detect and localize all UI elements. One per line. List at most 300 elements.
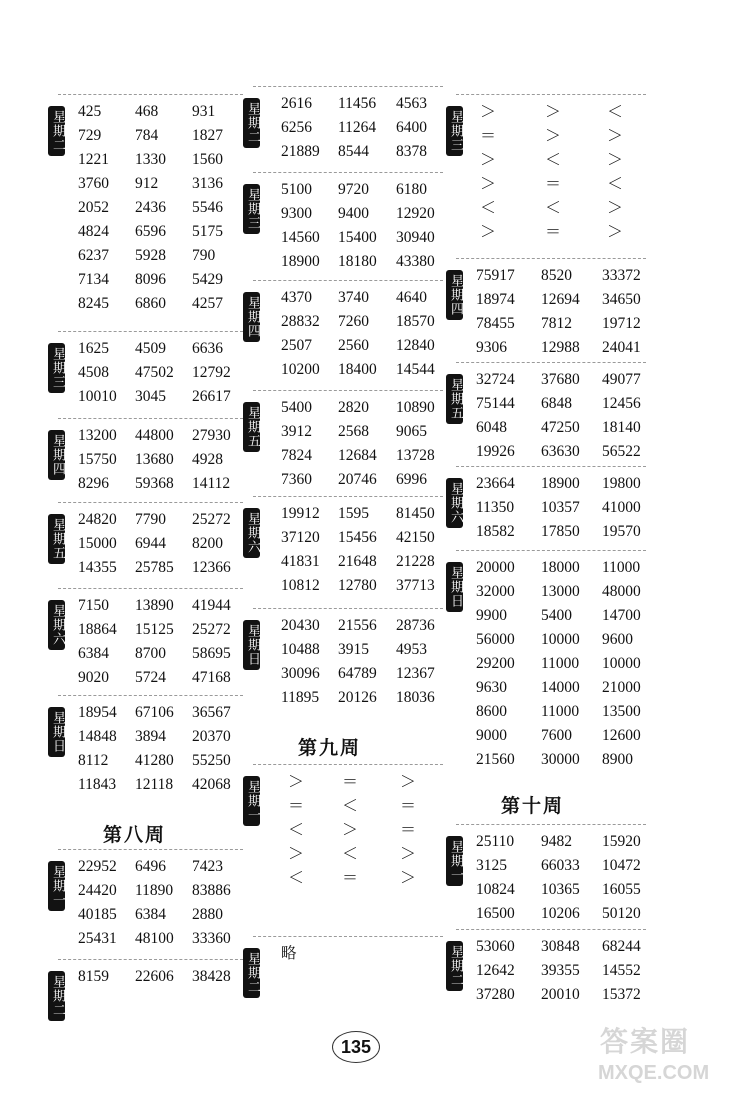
answer-cell: ＝ xyxy=(400,820,417,839)
answer-cell: 67106 xyxy=(135,704,174,721)
answer-cell: 3760 xyxy=(78,175,109,192)
answer-cell: 5429 xyxy=(192,271,223,288)
answer-cell: 5724 xyxy=(135,669,166,686)
answer-cell: ＞ xyxy=(607,126,624,145)
answer-cell: ＞ xyxy=(480,150,497,169)
answer-row xyxy=(0,935,750,959)
answer-cell: 6596 xyxy=(135,223,166,240)
answer-cell: ＞ xyxy=(480,174,497,193)
answer-cell: ＝ xyxy=(545,222,562,241)
answer-cell: 68244 xyxy=(602,938,641,955)
answer-cell: 18180 xyxy=(338,253,377,270)
answer-cell: ＞ xyxy=(480,222,497,241)
answer-cell: ＞ xyxy=(400,844,417,863)
answer-cell: 19912 xyxy=(281,505,320,522)
answer-row xyxy=(0,748,750,772)
answer-row xyxy=(0,959,750,983)
answer-cell: 4370 xyxy=(281,289,312,306)
answer-cell: 37713 xyxy=(396,577,435,594)
answer-cell: 10488 xyxy=(281,641,320,658)
answer-cell: 18000 xyxy=(541,559,580,576)
answer-row xyxy=(0,440,750,464)
answer-row xyxy=(0,220,750,244)
answer-cell: 78455 xyxy=(476,315,515,332)
answer-cell: 6384 xyxy=(78,645,109,662)
answer-cell: 75917 xyxy=(476,267,515,284)
answer-cell: 12920 xyxy=(396,205,435,222)
answer-row xyxy=(0,124,750,148)
answer-row xyxy=(0,794,750,818)
answer-cell: 42150 xyxy=(396,529,435,546)
answer-cell: 10200 xyxy=(281,361,320,378)
answer-cell: 19926 xyxy=(476,443,515,460)
day-label: 星期三 xyxy=(446,106,463,156)
answer-cell: 40185 xyxy=(78,906,117,923)
answer-cell: 6996 xyxy=(396,471,427,488)
answer-row xyxy=(0,770,750,794)
answer-cell: 4257 xyxy=(192,295,223,312)
answer-cell: 790 xyxy=(192,247,216,264)
answer-cell: 6848 xyxy=(541,395,572,412)
answer-cell: 10206 xyxy=(541,905,580,922)
answer-cell: ＞ xyxy=(288,844,305,863)
answer-cell: 30940 xyxy=(396,229,435,246)
answer-cell: ＝ xyxy=(400,796,417,815)
answer-cell: 6860 xyxy=(135,295,166,312)
answer-cell: 13728 xyxy=(396,447,435,464)
watermark-logo: 答案圈 xyxy=(600,1025,691,1058)
answer-cell: 23664 xyxy=(476,475,515,492)
answer-cell: 25785 xyxy=(135,559,174,576)
answer-cell: 18400 xyxy=(338,361,377,378)
divider xyxy=(456,94,646,95)
answer-cell: 10000 xyxy=(541,631,580,648)
answer-cell: 9720 xyxy=(338,181,369,198)
answer-cell: 33360 xyxy=(192,930,231,947)
answer-cell: 7824 xyxy=(281,447,312,464)
answer-cell: 18954 xyxy=(78,704,117,721)
answer-cell: 34650 xyxy=(602,291,641,308)
answer-cell: 28736 xyxy=(396,617,435,634)
answer-cell: 21889 xyxy=(281,143,320,160)
answer-cell: 12780 xyxy=(338,577,377,594)
answer-cell: 12840 xyxy=(396,337,435,354)
answer-cell: 2616 xyxy=(281,95,312,112)
answer-cell: 26617 xyxy=(192,388,231,405)
answer-cell: 7812 xyxy=(541,315,572,332)
day-label: 星期四 xyxy=(48,430,65,480)
answer-cell: 16055 xyxy=(602,881,641,898)
answer-cell: 25431 xyxy=(78,930,117,947)
answer-cell: 6400 xyxy=(396,119,427,136)
answer-cell: 7134 xyxy=(78,271,109,288)
answer-row xyxy=(0,148,750,172)
answer-cell: 18582 xyxy=(476,523,515,540)
answer-row xyxy=(0,902,750,926)
answer-cell: 8544 xyxy=(338,143,369,160)
answer-cell: 59368 xyxy=(135,475,174,492)
answer-cell: 19712 xyxy=(602,315,641,332)
answer-cell: 9600 xyxy=(602,631,633,648)
answer-row xyxy=(0,520,750,544)
week-title: 第九周 xyxy=(298,737,362,759)
answer-cell: 48100 xyxy=(135,930,174,947)
answer-cell: 13200 xyxy=(78,427,117,444)
answer-cell: 32724 xyxy=(476,371,515,388)
answer-cell: 15125 xyxy=(135,621,174,638)
day-label: 星期六 xyxy=(446,478,463,528)
answer-cell: 7150 xyxy=(78,597,109,614)
answer-cell: 425 xyxy=(78,103,102,120)
answer-cell: 18900 xyxy=(541,475,580,492)
answer-cell: ＝ xyxy=(342,868,359,887)
answer-cell: 25110 xyxy=(476,833,515,850)
answer-cell: 43380 xyxy=(396,253,435,270)
answer-cell: 7360 xyxy=(281,471,312,488)
answer-cell: 10890 xyxy=(396,399,435,416)
answer-cell: 13680 xyxy=(135,451,174,468)
day-label: 星期日 xyxy=(446,562,463,612)
answer-cell: 14552 xyxy=(602,962,641,979)
answer-cell: 21000 xyxy=(602,679,641,696)
answer-cell: 12366 xyxy=(192,559,231,576)
answer-cell: 48000 xyxy=(602,583,641,600)
answer-row xyxy=(0,368,750,392)
day-label: 星期五 xyxy=(446,374,463,424)
answer-cell: 3125 xyxy=(476,857,507,874)
day-label: 星期日 xyxy=(243,620,260,670)
week-title: 第八周 xyxy=(103,824,167,846)
answer-row xyxy=(0,472,750,496)
answer-cell: 58695 xyxy=(192,645,231,662)
page-number: 135 xyxy=(332,1031,380,1063)
answer-cell: 729 xyxy=(78,127,102,144)
answer-cell: 2568 xyxy=(338,423,369,440)
answer-cell: 10812 xyxy=(281,577,320,594)
answer-cell: 12367 xyxy=(396,665,435,682)
answer-cell: 36567 xyxy=(192,704,231,721)
answer-cell: 24420 xyxy=(78,882,117,899)
answer-cell: 8900 xyxy=(602,751,633,768)
answer-cell: 22606 xyxy=(135,968,174,985)
answer-cell: 5100 xyxy=(281,181,312,198)
day-label: 星期二 xyxy=(243,948,260,998)
answer-cell: 10365 xyxy=(541,881,580,898)
answer-cell: 4508 xyxy=(78,364,109,381)
answer-cell: 3045 xyxy=(135,388,166,405)
answer-cell: 15456 xyxy=(338,529,377,546)
answer-cell: 8600 xyxy=(476,703,507,720)
answer-cell: ＝ xyxy=(545,174,562,193)
answer-cell: 37120 xyxy=(281,529,320,546)
answer-cell: 6944 xyxy=(135,535,166,552)
answer-cell: 8112 xyxy=(78,752,109,769)
answer-cell: 56000 xyxy=(476,631,515,648)
answer-cell: 8296 xyxy=(78,475,109,492)
answer-cell: 7790 xyxy=(135,511,166,528)
answer-cell: 37680 xyxy=(541,371,580,388)
day-label: 星期二 xyxy=(243,98,260,148)
answer-cell: ＜ xyxy=(607,174,624,193)
answer-cell: 7600 xyxy=(541,727,572,744)
answer-row xyxy=(0,196,750,220)
answer-cell: 12684 xyxy=(338,447,377,464)
answer-cell: 13500 xyxy=(602,703,641,720)
answer-cell: 15372 xyxy=(602,986,641,1003)
answer-cell: 12988 xyxy=(541,339,580,356)
divider xyxy=(456,550,646,551)
answer-cell: 32000 xyxy=(476,583,515,600)
answer-cell: 2507 xyxy=(281,337,312,354)
answer-row xyxy=(0,830,750,854)
answer-cell: 15400 xyxy=(338,229,377,246)
answer-cell: 41000 xyxy=(602,499,641,516)
day-label: 星期五 xyxy=(48,514,65,564)
answer-cell: 4824 xyxy=(78,223,109,240)
day-label: 星期一 xyxy=(48,861,65,911)
answer-cell: 15000 xyxy=(78,535,117,552)
answer-cell: 10357 xyxy=(541,499,580,516)
answer-cell: 18570 xyxy=(396,313,435,330)
answer-cell: 55250 xyxy=(192,752,231,769)
answer-cell: 9400 xyxy=(338,205,369,222)
answer-cell: 9306 xyxy=(476,339,507,356)
answer-cell: 12694 xyxy=(541,291,580,308)
answer-cell: 18974 xyxy=(476,291,515,308)
answer-cell: ＜ xyxy=(607,102,624,121)
answer-cell: 53060 xyxy=(476,938,515,955)
answer-cell: 19570 xyxy=(602,523,641,540)
day-label: 星期五 xyxy=(243,402,260,452)
answer-cell: 2880 xyxy=(192,906,223,923)
answer-cell: ＜ xyxy=(288,820,305,839)
answer-cell: 28832 xyxy=(281,313,320,330)
answer-cell: 81450 xyxy=(396,505,435,522)
answer-cell: ＞ xyxy=(288,772,305,791)
answer-cell: 20126 xyxy=(338,689,377,706)
answer-cell: 18140 xyxy=(602,419,641,436)
answer-cell: 784 xyxy=(135,127,159,144)
answer-cell: ＞ xyxy=(607,150,624,169)
answer-row xyxy=(0,100,750,124)
answer-cell: 27930 xyxy=(192,427,231,444)
answer-row xyxy=(0,392,750,416)
answer-row xyxy=(0,556,750,580)
answer-cell: 15750 xyxy=(78,451,117,468)
answer-cell: 2820 xyxy=(338,399,369,416)
answer-cell: 17850 xyxy=(541,523,580,540)
answer-cell: 10010 xyxy=(78,388,117,405)
answer-cell: ＜ xyxy=(545,150,562,169)
answer-cell: 8159 xyxy=(78,968,109,985)
answer-cell: 9065 xyxy=(396,423,427,440)
answer-cell: 11456 xyxy=(338,95,377,112)
answer-row xyxy=(0,878,750,902)
watermark-url: MXQE.COM xyxy=(598,1062,710,1084)
answer-cell: 30096 xyxy=(281,665,320,682)
answer-cell: 75144 xyxy=(476,395,515,412)
answer-cell: 66033 xyxy=(541,857,580,874)
answer-cell: 20370 xyxy=(192,728,231,745)
answer-cell: 6180 xyxy=(396,181,427,198)
day-label: 星期三 xyxy=(243,184,260,234)
answer-cell: 49077 xyxy=(602,371,641,388)
day-label: 星期三 xyxy=(48,343,65,393)
answer-cell: 6237 xyxy=(78,247,109,264)
answer-cell: 21228 xyxy=(396,553,435,570)
answer-cell: 10824 xyxy=(476,881,515,898)
answer-cell: 38428 xyxy=(192,968,231,985)
answer-cell: ＜ xyxy=(342,796,359,815)
answer-cell: 30000 xyxy=(541,751,580,768)
answer-cell: 30848 xyxy=(541,938,580,955)
answer-cell: ＜ xyxy=(342,844,359,863)
answer-cell: 4563 xyxy=(396,95,427,112)
answer-cell: 8520 xyxy=(541,267,572,284)
answer-cell: 20010 xyxy=(541,986,580,1003)
answer-cell: 22952 xyxy=(78,858,117,875)
answer-cell: 24820 xyxy=(78,511,117,528)
answer-cell: ＝ xyxy=(480,126,497,145)
answer-cell: 14355 xyxy=(78,559,117,576)
answer-cell: 9020 xyxy=(78,669,109,686)
answer-cell: 14700 xyxy=(602,607,641,624)
answer-cell: 21560 xyxy=(476,751,515,768)
answer-cell: 1330 xyxy=(135,151,166,168)
answer-cell: 468 xyxy=(135,103,159,120)
answer-row xyxy=(0,652,750,676)
divider xyxy=(456,929,646,930)
answer-cell: 4928 xyxy=(192,451,223,468)
answer-cell: 16500 xyxy=(476,905,515,922)
answer-cell: 63630 xyxy=(541,443,580,460)
answer-cell: ＜ xyxy=(480,198,497,217)
answer-cell: 14000 xyxy=(541,679,580,696)
answer-row xyxy=(0,628,750,652)
answer-cell: 14112 xyxy=(192,475,231,492)
answer-cell: 18900 xyxy=(281,253,320,270)
answer-cell: 6636 xyxy=(192,340,223,357)
answer-cell: 1560 xyxy=(192,151,223,168)
answer-cell: 9630 xyxy=(476,679,507,696)
answer-cell: 13890 xyxy=(135,597,174,614)
divider xyxy=(456,824,646,825)
answer-cell: 7260 xyxy=(338,313,369,330)
answer-cell: 41944 xyxy=(192,597,231,614)
answer-cell: 3915 xyxy=(338,641,369,658)
answer-cell: 41831 xyxy=(281,553,320,570)
answer-cell: ＜ xyxy=(288,868,305,887)
answer-cell: 41280 xyxy=(135,752,174,769)
answer-cell: 64789 xyxy=(338,665,377,682)
answer-cell: 11890 xyxy=(135,882,174,899)
answer-cell: 12456 xyxy=(602,395,641,412)
divider xyxy=(456,466,646,467)
answer-cell: 83886 xyxy=(192,882,231,899)
answer-cell: 21556 xyxy=(338,617,377,634)
answer-row xyxy=(0,312,750,336)
answer-cell: 1221 xyxy=(78,151,109,168)
answer-cell: 12600 xyxy=(602,727,641,744)
answer-cell: ＞ xyxy=(400,868,417,887)
answer-cell: 3136 xyxy=(192,175,223,192)
answer-cell: 11350 xyxy=(476,499,515,516)
answer-cell: 18036 xyxy=(396,689,435,706)
answer-cell: 14544 xyxy=(396,361,435,378)
answer-cell: 21648 xyxy=(338,553,377,570)
answer-cell: 4509 xyxy=(135,340,166,357)
answer-cell: 8200 xyxy=(192,535,223,552)
answer-row xyxy=(0,604,750,628)
answer-cell: 39355 xyxy=(541,962,580,979)
answer-cell: 5546 xyxy=(192,199,223,216)
answer-cell: 1625 xyxy=(78,340,109,357)
answer-cell: 56522 xyxy=(602,443,641,460)
answer-cell: 6256 xyxy=(281,119,312,136)
answer-cell: ＞ xyxy=(607,198,624,217)
day-label: 星期四 xyxy=(243,292,260,342)
answer-row xyxy=(0,288,750,312)
answer-cell: 18864 xyxy=(78,621,117,638)
answer-cell: 20430 xyxy=(281,617,320,634)
answer-cell: 20746 xyxy=(338,471,377,488)
answer-cell: 25272 xyxy=(192,511,231,528)
answer-cell: 47502 xyxy=(135,364,174,381)
answer-cell: 19800 xyxy=(602,475,641,492)
day-label: 星期二 xyxy=(446,941,463,991)
answer-cell: 14848 xyxy=(78,728,117,745)
answer-row xyxy=(0,983,750,1007)
answer-cell: 13000 xyxy=(541,583,580,600)
answer-cell: 6384 xyxy=(135,906,166,923)
answer-cell: 3740 xyxy=(338,289,369,306)
answer-cell: 5400 xyxy=(541,607,572,624)
answer-cell: 11895 xyxy=(281,689,320,706)
answer-cell: 24041 xyxy=(602,339,641,356)
answer-cell: ＞ xyxy=(545,126,562,145)
answer-row xyxy=(0,416,750,440)
answer-cell: 14560 xyxy=(281,229,320,246)
day-label: 星期日 xyxy=(48,707,65,757)
answer-cell: 29200 xyxy=(476,655,515,672)
answer-cell: 10472 xyxy=(602,857,641,874)
answer-row xyxy=(0,172,750,196)
answer-cell: 44800 xyxy=(135,427,174,444)
day-label: 星期二 xyxy=(48,971,65,1021)
day-label: 星期二 xyxy=(48,106,65,156)
answer-cell: 5175 xyxy=(192,223,223,240)
answer-cell: 50120 xyxy=(602,905,641,922)
answer-cell: ＝ xyxy=(288,796,305,815)
answer-cell: 1827 xyxy=(192,127,223,144)
answer-row xyxy=(0,264,750,288)
day-label: 星期一 xyxy=(446,836,463,886)
answer-cell: 7423 xyxy=(192,858,223,875)
answer-cell: 47168 xyxy=(192,669,231,686)
answer-cell: 6048 xyxy=(476,419,507,436)
answer-cell: 3894 xyxy=(135,728,166,745)
answer-cell: ＞ xyxy=(400,772,417,791)
answer-cell: 20000 xyxy=(476,559,515,576)
answer-cell: ＜ xyxy=(545,198,562,217)
answer-cell: 11000 xyxy=(541,655,580,672)
answer-cell: 6496 xyxy=(135,858,166,875)
answer-cell: 1595 xyxy=(338,505,369,522)
answer-cell: ＞ xyxy=(480,102,497,121)
answer-cell: 10000 xyxy=(602,655,641,672)
answer-cell: 15920 xyxy=(602,833,641,850)
answer-cell: 3912 xyxy=(281,423,312,440)
